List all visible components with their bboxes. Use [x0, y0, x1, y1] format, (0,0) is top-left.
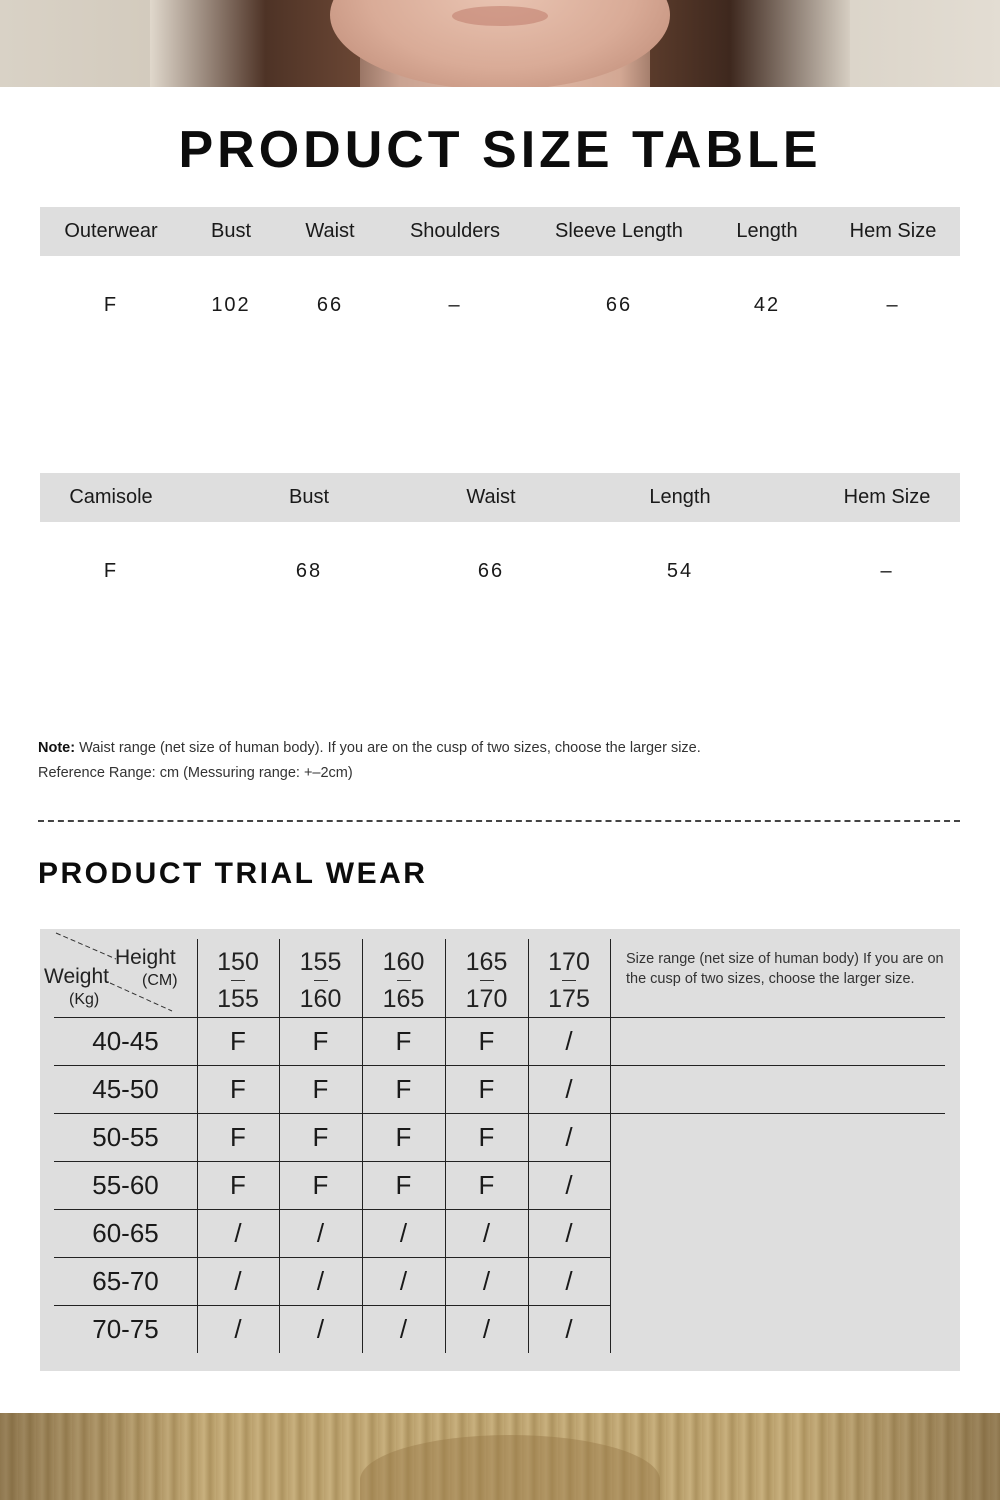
weight-range: 65-70 [92, 1265, 159, 1296]
size-cell: / [565, 1169, 573, 1200]
model-photo-top [0, 0, 1000, 87]
size-cell: F [312, 1169, 329, 1200]
size-cell: F [230, 1169, 246, 1200]
weight-range: 60-65 [92, 1217, 159, 1248]
model-lips [452, 6, 548, 26]
size-cell: F [312, 1121, 329, 1152]
size-cell: / [316, 1313, 325, 1344]
size-cell: F [478, 1073, 495, 1104]
size-cell: / [399, 1265, 408, 1296]
hair-left [150, 0, 360, 87]
table-cell: 66 [316, 293, 344, 316]
corner-weight-label: Weight [44, 965, 109, 988]
weight-range: 55-60 [92, 1169, 159, 1200]
table-header-row [40, 473, 960, 522]
header-cell: Waist [305, 220, 355, 242]
weight-range: 70-75 [92, 1313, 159, 1344]
table-row [40, 522, 960, 620]
table-cell: 66 [605, 293, 633, 316]
size-notes [38, 736, 701, 786]
size-cell: / [482, 1265, 491, 1296]
height-to: 160 [299, 985, 342, 1013]
trial-wear-title: PRODUCT TRIAL WEAR [38, 857, 428, 890]
header-cell: Sleeve Length [555, 220, 683, 242]
height-from: 165 [465, 948, 508, 976]
table-header-row [40, 207, 960, 256]
corner-cm-label: (CM) [142, 972, 178, 989]
dashed-divider [38, 820, 960, 822]
size-cell: / [316, 1265, 325, 1296]
size-cell: F [478, 1121, 495, 1152]
size-cell: F [395, 1025, 412, 1056]
height-range-header [362, 944, 445, 1018]
outerwear-size-table [40, 207, 960, 354]
corner-height-label: Height [115, 946, 176, 969]
note-line-2: Reference Range: cm (Messuring range: +–2cm) [38, 765, 353, 781]
height-range-header [445, 944, 528, 1018]
size-cell: / [565, 1217, 573, 1248]
height-to: 175 [548, 985, 590, 1013]
size-cell: / [482, 1217, 491, 1248]
size-cell: F [312, 1025, 329, 1056]
table-cell: 54 [666, 559, 694, 582]
trial-note: Size range (net size of human body) If you are on the cusp of two sizes, choose the larger size. [626, 951, 944, 987]
header-cell: Waist [466, 486, 516, 508]
size-cell: F [230, 1121, 246, 1152]
height-to: 165 [382, 985, 425, 1013]
header-cell: Outerwear [64, 220, 158, 242]
size-cell: / [565, 1073, 573, 1104]
header-cell: Length [736, 220, 798, 242]
weight-range: 40-45 [92, 1025, 159, 1056]
corner-kg-label: (Kg) [69, 991, 100, 1008]
height-range-header [279, 944, 362, 1018]
size-cell: F [312, 1073, 329, 1104]
size-cell: / [399, 1217, 408, 1248]
header-cell: Bust [210, 220, 252, 242]
range-dash [231, 980, 245, 981]
size-cell: / [565, 1313, 573, 1344]
sweater-photo-bottom [0, 1413, 1000, 1500]
table-cell: 66 [477, 559, 505, 582]
page-title: PRODUCT SIZE TABLE [178, 121, 822, 179]
range-dash [562, 980, 576, 981]
table-row [40, 256, 960, 354]
size-cell: / [565, 1265, 573, 1296]
size-cell: / [565, 1121, 573, 1152]
height-to: 155 [217, 985, 259, 1013]
table-cell: – [886, 293, 900, 316]
note-text: Waist range (net size of human body). If you are on the cusp of two sizes, choose the larger size. [75, 740, 701, 756]
table-cell: – [880, 559, 894, 582]
height-from: 160 [382, 948, 425, 976]
table-cell: F [103, 559, 119, 582]
header-cell: Camisole [69, 486, 153, 508]
size-cell: / [399, 1313, 408, 1344]
size-cell: / [565, 1025, 573, 1056]
size-cell: / [316, 1217, 325, 1248]
height-from: 170 [548, 948, 590, 976]
height-range-header [197, 944, 279, 1018]
note-label: Note: [38, 740, 76, 756]
range-dash [314, 980, 328, 981]
table-cell: 68 [295, 559, 323, 582]
header-cell: Length [649, 486, 711, 508]
header-cell: Bust [288, 486, 330, 508]
header-cell: Hem Size [843, 486, 931, 508]
hair-right [650, 0, 850, 87]
height-range-header [528, 944, 610, 1018]
table-cell: – [448, 293, 462, 316]
camisole-size-table [40, 473, 960, 620]
height-from: 150 [217, 948, 259, 976]
size-cell: / [234, 1313, 242, 1344]
height-from: 155 [299, 948, 342, 976]
note-line-1 [38, 736, 701, 761]
table-cell: 42 [753, 293, 781, 316]
table-cell: F [103, 293, 119, 316]
weight-range: 50-55 [92, 1121, 159, 1152]
size-cell: F [230, 1073, 246, 1104]
photo-shade [0, 1413, 1000, 1500]
size-cell: F [230, 1025, 246, 1056]
header-cell: Hem Size [849, 220, 937, 242]
range-dash [480, 980, 494, 981]
header-cell: Shoulders [409, 220, 501, 242]
range-dash [397, 980, 411, 981]
size-cell: F [395, 1121, 412, 1152]
size-cell: F [478, 1025, 495, 1056]
weight-range: 45-50 [92, 1073, 159, 1104]
height-to: 170 [465, 985, 508, 1013]
size-cell: / [234, 1217, 242, 1248]
size-cell: / [482, 1313, 491, 1344]
size-cell: F [478, 1169, 495, 1200]
grid-vline [610, 939, 611, 1353]
size-cell: / [234, 1265, 242, 1296]
table-cell: 102 [211, 293, 251, 316]
size-cell: F [395, 1073, 412, 1104]
size-cell: F [395, 1169, 412, 1200]
